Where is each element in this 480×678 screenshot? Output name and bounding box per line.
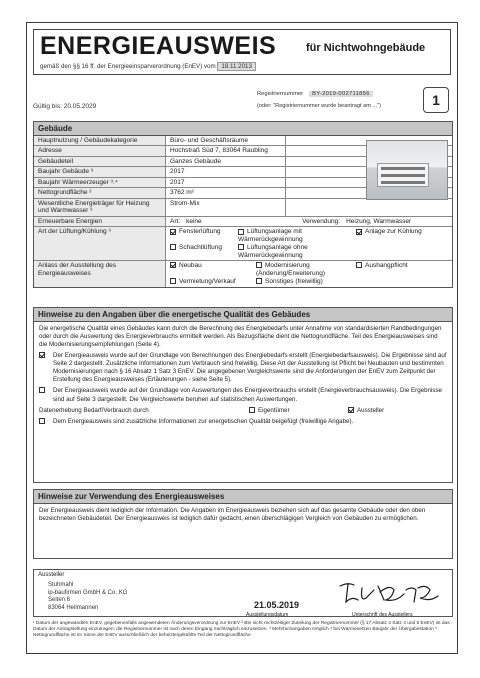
checkbox-label: Lüftungsanlage mit Wärmerückgewinnung [238, 228, 303, 243]
checkbox[interactable] [256, 278, 262, 284]
building-photo [366, 140, 448, 200]
registration-label: Registriernummer [257, 91, 304, 97]
issuer-label: Aussteller [357, 406, 385, 414]
option-demand [39, 352, 447, 384]
building-row-value: Büro- und Geschäftsräume [166, 136, 286, 145]
checkbox-label: Sonstiges (freiwillig) [265, 278, 323, 286]
building-row-label: Wesentliche Energieträger für Heizung und Warmwasser ³ [34, 199, 166, 216]
checkbox-label: Vermietung/Verkauf [179, 278, 236, 286]
checkbox-option [238, 228, 356, 243]
building-row [34, 199, 452, 217]
checkbox-label: Schachtlüftung [179, 244, 223, 252]
building-row-label: Nettogrundfläche ² [34, 188, 166, 197]
issue-date-label: Ausstellungsdatum [246, 612, 289, 618]
building-row-value: Strom-Mix [166, 199, 286, 216]
renewable-art-value: keine [186, 217, 202, 225]
checkbox-label: Lüftungsanlage ohne Wärmerückgewinnung [238, 244, 308, 259]
checkbox-owner[interactable] [249, 407, 255, 413]
option-demand-text: Der Energieausweis wurde auf der Grundlage von Berechnungen des Energiebedarfs erstellt (Energiebedarfsausweis). Die Ergebnisse sind auf Seite 2 dargestellt. Zusätzliche Informationen zum Verbrauch sind freiwillig. Diese Art der Ausstellung ist Pflicht bei Neubauten und bestimmten Modernisierungen nach § 16 Absatz 1 Satz 3 EnEV. Die angegebenen Vergleichswerte sind die Anforderungen der EnEV zum Zeitpunkt der Erstellung des Energieausweises (Erläuterungen - siehe Seite 5). [53, 352, 447, 384]
issuer-block [33, 569, 453, 617]
registration-value: BY-2019-002711856 [309, 91, 373, 97]
checkbox-issuer[interactable] [348, 407, 354, 413]
checkbox[interactable] [238, 244, 244, 250]
issuer-line: ip-baufirmen GmbH & Co. KG [48, 589, 128, 596]
page-number-badge: 1 [423, 87, 449, 113]
checkbox-option [356, 228, 448, 243]
hints-heading: Hinweise zu den Angaben über die energetische Qualität des Gebäudes [34, 308, 452, 322]
checkbox-option [256, 278, 356, 285]
renewable-art-label: Art: [170, 217, 181, 225]
building-row-value: 3762 m² [166, 188, 286, 197]
checkbox-consumption[interactable] [39, 387, 45, 393]
occasion-label: Anlass der Ausstellung des Energieausweises [34, 261, 166, 286]
building-heading: Gebäude [34, 122, 452, 136]
building-table [34, 136, 452, 217]
registration-number [257, 91, 373, 97]
owner-label: Eigentümer [258, 406, 290, 414]
usage-heading: Hinweise zur Verwendung des Energieausweises [34, 490, 452, 504]
option-consumption-text: Der Energieausweis wurde auf der Grundlage von Auswertungen des Energieverbrauchs erstellt (Energieverbrauchsausweis). Die Ergebnisse sind auf Seite 3 dargestellt. Die Vergleichswerte beruhen auf statistischen Auswertungen. [53, 387, 442, 403]
signature-label: Unterschrift des Ausstellers [352, 612, 413, 618]
registration-note: (oder: "Registriernummer wurde beantragt am ...") [257, 103, 381, 109]
renewable-use-value: Heizung, Warmwasser [346, 217, 412, 225]
checkbox[interactable] [170, 244, 176, 250]
checkbox-label: Anlage zur Kühlung [365, 228, 422, 236]
building-row-value: Ganzes Gebäude [166, 157, 286, 166]
hints-intro: Die energetische Qualität eines Gebäudes kann durch die Berechnung des Energiebedarfs unter Annahme von standardisierten Randbedingungen oder durch die Auswertung des Energieverbrauchs ermittelt werden. Als Bezugsfläche dient die Nettogrundfläche. Teil des Energieausweises sind die Modernisierungsempfehlungen (Seite 4). [39, 325, 442, 349]
ventilation-label: Art der Lüftung/Kühlung ³ [34, 227, 166, 260]
checkbox[interactable] [356, 229, 362, 235]
occasion-row [34, 261, 452, 286]
data-collection-row [39, 407, 447, 415]
checkbox-label: Neubau [179, 262, 202, 270]
building-row-label: Baujahr Wärmeerzeuger ³˒⁴ [34, 178, 166, 187]
certificate-subtitle: für Nichtwohngebäude [306, 42, 426, 54]
issuer-block-label: Aussteller [38, 572, 65, 578]
certificate-page [26, 22, 458, 654]
issuer-line: 83064 Heilmannen [48, 604, 99, 611]
checkbox[interactable] [256, 262, 262, 268]
checkbox-label: Modernisierung (Änderung/Erweiterung) [256, 262, 326, 277]
building-row-label: Hauptnutzung / Gebäudekategorie [34, 136, 166, 145]
footnotes: ¹ Datum der angewandten EnEV, gegebenenfalls angewendeten Änderungsverordnung zur EnEV ² Bei nicht rechtzeitiger Zuteilung der Registriernummer (§ 17 Absatz 4 Satz 4 und 5 EnEV) ist das Datum der Antragstellung einzutragen; die Registriernummer ist nach deren Eingang nachträglich einzusetzen. ³ Mehrfachangaben möglich ⁴ bei Wärmenetzen Baujahr der Übergabestation ⁵ Nettogrundfläche ist im Sinne der EnEV ausschließlich der beheizte/gekühlte Teil der Nettogrundfläche [33, 621, 450, 639]
issue-date: 21.05.2019 [254, 600, 300, 610]
hints-section [33, 307, 453, 483]
checkbox-label: Aushangpflicht [365, 262, 408, 270]
checkbox-option [356, 262, 448, 277]
checkbox-option [170, 262, 256, 277]
issuer-line: Stuhmahl [48, 582, 74, 588]
data-collection-label: Datenerhebung Bedarf/Verbrauch durch [39, 406, 149, 414]
renewable-label: Erneuerbare Energien [34, 217, 166, 226]
usage-text: Der Energieausweis dient lediglich der Information. Die Angaben im Energieausweis beziehen sich auf das gesamte Gebäude oder den oben bezeichneten Gebäudeteil. Der Energieausweis ist lediglich dafür gedacht, einen überschlägigen Vergleich von Gebäuden zu ermöglichen. [39, 507, 426, 523]
checkbox[interactable] [238, 229, 244, 235]
building-row-label: Gebäudeteil [34, 157, 166, 166]
checkbox-additional[interactable] [39, 418, 45, 424]
building-row-label: Adresse [34, 146, 166, 155]
legal-basis-date: 18.11.2013 [217, 62, 256, 71]
checkbox[interactable] [170, 262, 176, 268]
checkbox-label: Fensterlüftung [179, 228, 221, 236]
building-row-value: Hochstraß Süd 7, 83064 Raubling [166, 146, 286, 155]
renewable-use-label: Verwendung: [302, 217, 341, 225]
option-consumption [39, 387, 447, 403]
checkbox[interactable] [170, 278, 176, 284]
certificate-header [33, 29, 451, 75]
checkbox-option [170, 228, 238, 243]
usage-section [33, 489, 453, 559]
checkbox[interactable] [356, 262, 362, 268]
certificate-title: ENERGIEAUSWEIS [40, 32, 277, 60]
checkbox-option [238, 244, 356, 259]
checkbox-option [170, 278, 256, 285]
valid-until: Gültig bis: 20.05.2029 [33, 103, 97, 110]
legal-basis [40, 62, 256, 71]
issuer-line: Seiten 6 [48, 597, 71, 603]
option-additional [39, 418, 447, 426]
building-row-label: Baujahr Gebäude ³ [34, 167, 166, 176]
building-row-value: 2017 [166, 167, 286, 176]
renewable-row [34, 217, 452, 227]
signature-image [334, 578, 444, 608]
legal-basis-text: gemäß den §§ 16 ff. der Energieeinsparverordnung (EnEV) vom [40, 63, 216, 70]
option-additional-text: Dem Energieausweis sind zusätzliche Informationen zur energetischen Qualität beigefügt (freiwillige Angabe). [53, 417, 354, 425]
checkbox-option [256, 262, 356, 277]
checkbox-option [170, 244, 238, 259]
checkbox-demand[interactable] [39, 352, 45, 358]
building-section [33, 121, 453, 288]
building-row-value: 2017 [166, 178, 286, 187]
checkbox[interactable] [170, 229, 176, 235]
ventilation-row [34, 227, 452, 261]
